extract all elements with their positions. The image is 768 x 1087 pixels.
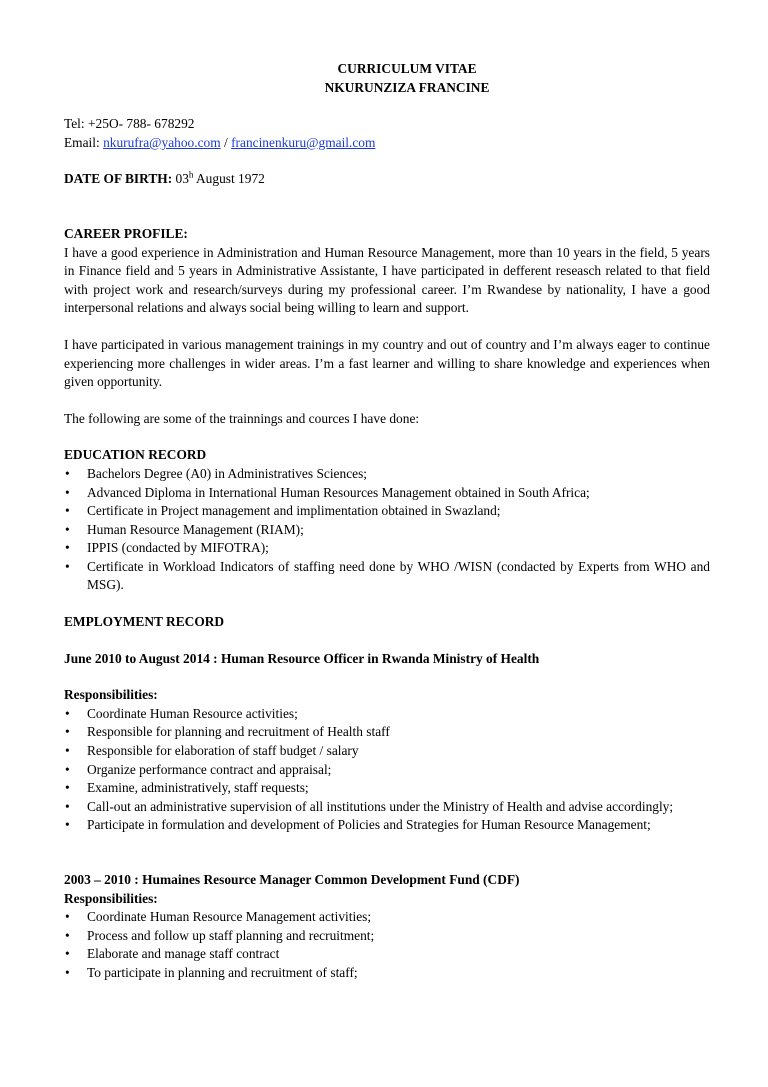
bullet-icon: • — [65, 817, 70, 833]
career-profile-heading: CAREER PROFILE: — [64, 225, 188, 241]
bullet-icon: • — [65, 465, 70, 481]
bullet-icon: • — [65, 927, 70, 943]
job-2-responsibilities-list — [64, 908, 710, 982]
date-of-birth-line — [64, 170, 710, 189]
list-item: • Process and follow up staff planning and recruitment; — [64, 927, 710, 946]
bullet-icon: • — [65, 780, 70, 796]
list-item: • To participate in planning and recruitment of staff; — [64, 964, 710, 983]
bullet-icon: • — [65, 743, 70, 759]
list-item: • Bachelors Degree (A0) in Administratives Sciences; — [64, 465, 710, 484]
bullet-icon: • — [65, 724, 70, 740]
date-of-birth-label: DATE OF BIRTH: — [64, 171, 173, 187]
bullet-icon: • — [65, 503, 70, 519]
list-item: • IPPIS (condacted by MIFOTRA); — [64, 539, 710, 558]
job-2-title: 2003 – 2010 : Humaines Resource Manager Common Development Fund (CDF) — [64, 872, 520, 887]
list-item: • Human Resource Management (RIAM); — [64, 521, 710, 540]
bullet-icon: • — [65, 484, 70, 500]
job-1-title: June 2010 to August 2014 : Human Resource Officer in Rwanda Ministry of Health — [64, 650, 540, 666]
email-separator: / — [223, 134, 228, 150]
list-item: • Advanced Diploma in International Human Resources Management obtained in South Africa; — [64, 484, 710, 503]
document-title: CURRICULUM VITAE — [337, 61, 477, 76]
job-2-responsibilities-label: Responsibilities: — [64, 890, 158, 906]
bullet-icon: • — [65, 540, 70, 556]
list-item: • Participate in formulation and development of Policies and Strategies for Human Resource Management; — [64, 816, 710, 835]
email-label: Email: — [64, 134, 100, 150]
list-item: • Organize performance contract and appraisal; — [64, 761, 710, 780]
list-item: • Examine, administratively, staff requests; — [64, 779, 710, 798]
bullet-icon: • — [65, 909, 70, 925]
email-line — [64, 134, 710, 153]
telephone-line — [64, 115, 710, 134]
date-of-birth-rest: August 1972 — [196, 171, 265, 187]
career-profile-paragraph-1: I have a good experience in Administration and Human Resource Management, more than 10 years in the field, 5 years in Finance field and 5 years in Administrative Assistante, I have participated in defferent reseasch related to that field with project work and research/surveys during my professional career. I’m Rwandese by nationality, I have a good interpersonal relations and always social being willing to learn and support. — [64, 244, 710, 316]
bullet-icon: • — [65, 964, 70, 980]
date-of-birth-day: 03 — [175, 171, 189, 187]
bullet-icon: • — [65, 798, 70, 814]
job-1-responsibilities-label: Responsibilities: — [64, 687, 158, 703]
candidate-name: NKURUNZIZA FRANCINE — [324, 79, 490, 95]
list-item: • Call-out an administrative supervision of all institutions under the Ministry of Health and advise accordingly; — [64, 798, 710, 817]
bullet-icon: • — [65, 761, 70, 777]
email-link-yahoo[interactable]: nkurufra@yahoo.com — [103, 134, 221, 150]
list-item: • Certificate in Workload Indicators of staffing need done by WHO /WISN (condacted by Experts from WHO and MSG). — [65, 558, 710, 593]
job-1-responsibilities-list — [64, 705, 710, 835]
list-item: • Coordinate Human Resource activities; — [64, 705, 710, 724]
employment-heading: EMPLOYMENT RECORD — [64, 614, 225, 630]
list-item: • Certificate in Project management and implimentation obtained in Swazland; — [64, 502, 710, 521]
list-item: • Elaborate and manage staff contract — [64, 945, 710, 964]
email-link-gmail[interactable]: francinenkuru@gmail.com — [231, 134, 376, 150]
telephone-value: +25O- 788- 678292 — [88, 116, 195, 132]
date-of-birth-suffix: h — [188, 169, 194, 180]
bullet-icon: • — [65, 521, 70, 537]
cv-page — [64, 60, 710, 983]
bullet-icon: • — [65, 705, 70, 721]
education-list — [64, 465, 710, 595]
list-item: • Coordinate Human Resource Management activities; — [64, 908, 710, 927]
career-profile-paragraph-2: I have participated in various management trainings in my country and out of country and I’m always eager to continue experiencing more challenges in wider areas. I’m a fast learner and willing to share knowledge and experiences when given opportunity. — [64, 336, 710, 390]
bullet-icon: • — [65, 558, 70, 574]
list-item: • Responsible for planning and recruitment of Health staff — [64, 723, 710, 742]
career-profile-paragraph-3: The following are some of the trainnings and cources I have done: — [64, 410, 420, 426]
education-heading: EDUCATION RECORD — [64, 447, 207, 463]
list-item: • Responsible for elaboration of staff budget / salary — [64, 742, 710, 761]
bullet-icon: • — [65, 946, 70, 962]
telephone-label: Tel: — [64, 116, 85, 132]
